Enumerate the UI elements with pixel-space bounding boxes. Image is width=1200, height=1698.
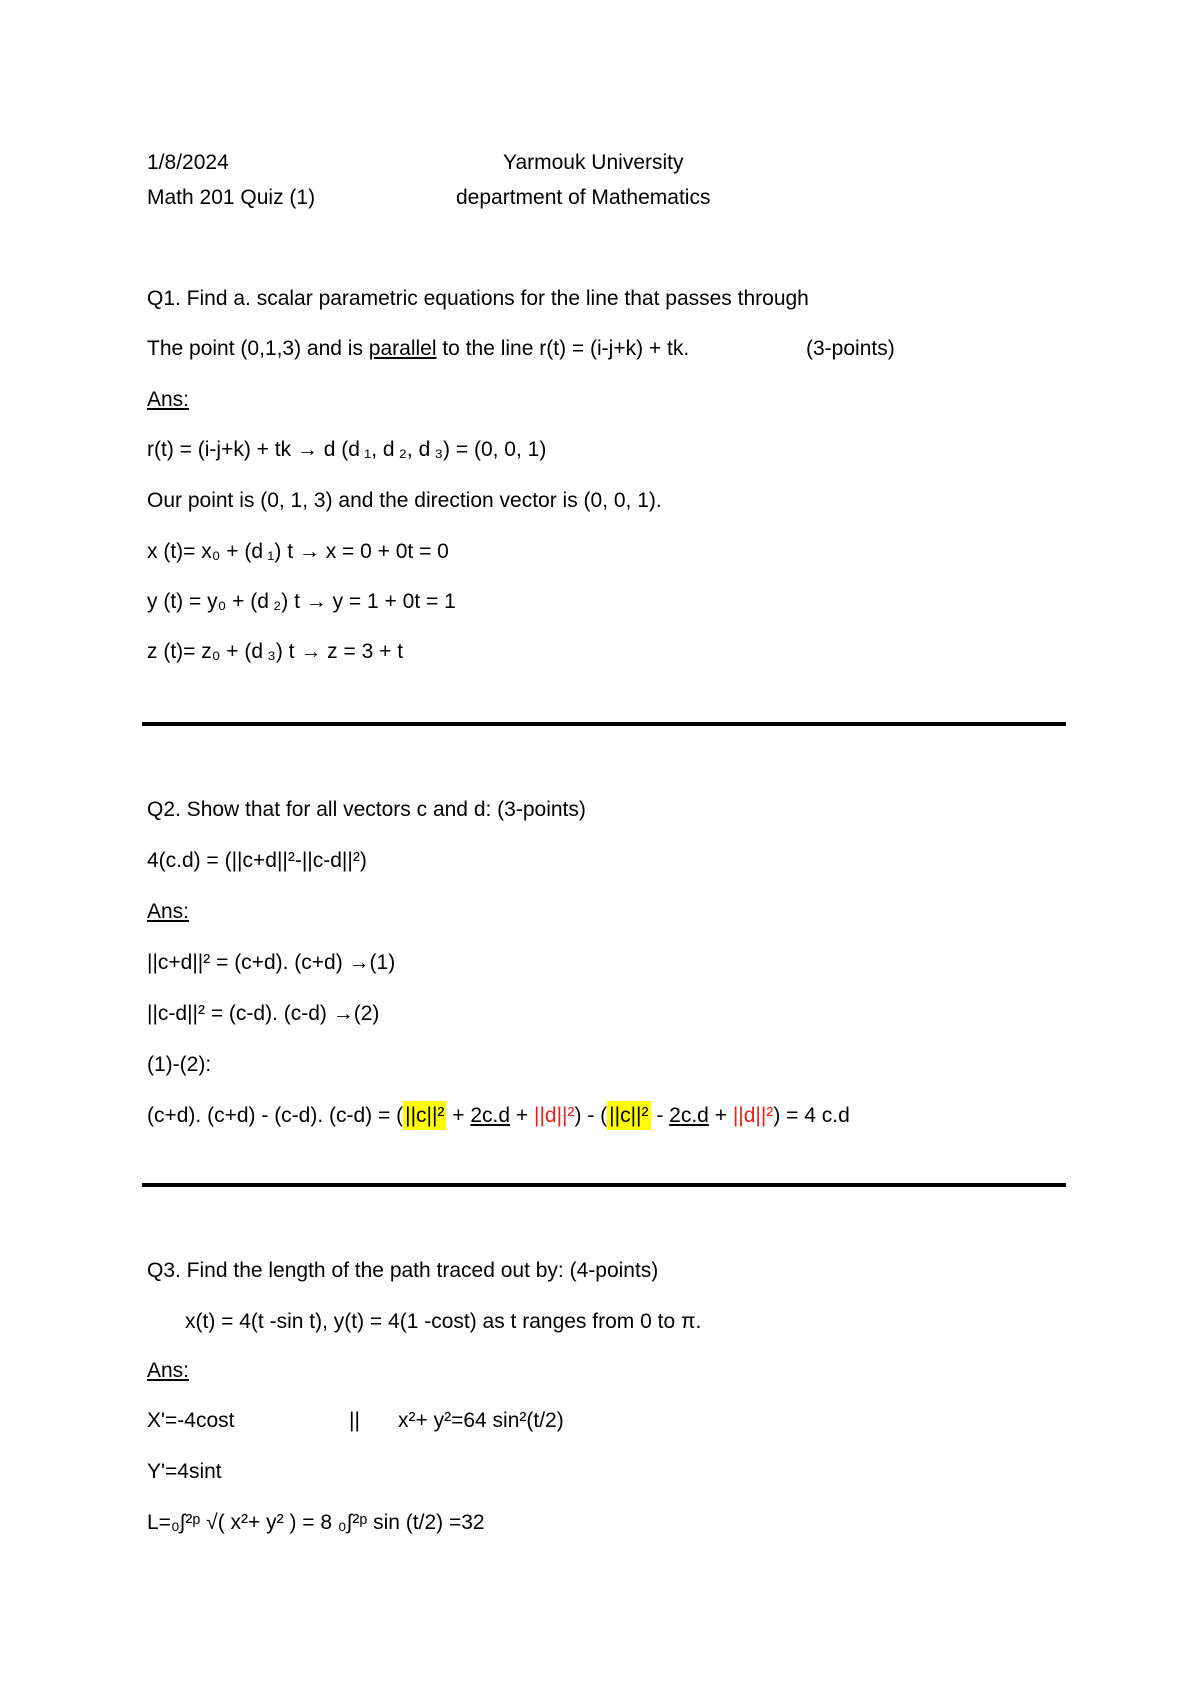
q2-underlined-2cd-1: 2c.d xyxy=(470,1104,511,1127)
q2-final-part2: + xyxy=(446,1104,471,1127)
q1-line2-suffix: to the line r(t) = (i-j+k) + tk. xyxy=(436,337,690,360)
divider-1 xyxy=(142,722,1066,726)
q3-x-derivative: X'=-4cost xyxy=(147,1409,235,1432)
department-name: department of Mathematics xyxy=(456,186,711,209)
q2-final-part1: (c+d). (c+d) - (c-d). (c-d) = ( xyxy=(147,1104,404,1127)
q2-final-part4: ) - ( xyxy=(574,1104,608,1127)
q2-ans-label: Ans: xyxy=(147,900,190,923)
q2-red-d-squared-2: ||d||² xyxy=(732,1104,774,1127)
q2-underlined-2cd-2: 2c.d xyxy=(669,1104,709,1127)
q2-ans-line3: (1)-(2): xyxy=(147,1053,212,1076)
q2-final-part3: + xyxy=(510,1104,535,1127)
q1-y-equation: y (t) = y₀ + (d ₂) t → y = 1 + 0t = 1 xyxy=(147,590,456,613)
q2-final-part6: + xyxy=(708,1104,733,1127)
q1-points: (3-points) xyxy=(806,337,895,360)
q2-ans-line2: ||c-d||² = (c-d). (c-d) →(2) xyxy=(147,1002,380,1025)
q2-final-line xyxy=(147,1103,850,1129)
date: 1/8/2024 xyxy=(147,151,229,174)
q3-arc-length: L=₀∫²ᵖ √( x²+ y² ) = 8 ₀∫²ᵖ sin (t/2) =32 xyxy=(147,1511,485,1534)
q2-final-part7: ) = 4 c.d xyxy=(773,1104,850,1127)
q3-separator: || xyxy=(349,1409,360,1432)
q1-question-line1: Q1. Find a. scalar parametric equations for the line that passes through xyxy=(147,287,809,310)
q2-ans-line1: ||c+d||² = (c+d). (c+d) →(1) xyxy=(147,951,396,974)
q2-highlight-c-squared-1: ||c||² xyxy=(403,1101,446,1130)
q2-red-d-squared-1: ||d||² xyxy=(534,1104,575,1127)
q1-z-equation: z (t)= z₀ + (d ₃) t → z = 3 + t xyxy=(147,640,404,663)
q3-y-derivative: Y'=4sint xyxy=(147,1460,222,1483)
q1-line2-prefix: The point (0,1,3) and is xyxy=(147,337,369,360)
q2-question: Q2. Show that for all vectors c and d: (3-points) xyxy=(147,798,586,821)
q1-question-line2 xyxy=(147,336,689,362)
course-title: Math 201 Quiz (1) xyxy=(147,186,316,209)
university-name: Yarmouk University xyxy=(503,151,684,174)
q3-ans-label: Ans: xyxy=(147,1359,190,1382)
q2-statement: 4(c.d) = (||c+d||²-||c-d||²) xyxy=(147,849,367,872)
q1-parallel-word: parallel xyxy=(368,337,437,360)
q1-x-equation: x (t)= x₀ + (d ₁) t → x = 0 + 0t = 0 xyxy=(147,540,449,563)
q1-ans-line2: Our point is (0, 1, 3) and the direction vector is (0, 0, 1). xyxy=(147,489,662,512)
q2-final-part5: - xyxy=(650,1104,670,1127)
q1-ans-line1: r(t) = (i-j+k) + tk → d (d ₁, d ₂, d ₃) = (0, 0, 1) xyxy=(147,438,547,461)
q3-speed-squared: x²+ y²=64 sin²(t/2) xyxy=(398,1409,564,1432)
q2-highlight-c-squared-2: ||c||² xyxy=(607,1101,650,1130)
q3-equation: x(t) = 4(t -sin t), y(t) = 4(1 -cost) as t ranges from 0 to π. xyxy=(185,1310,702,1333)
divider-2 xyxy=(142,1183,1066,1187)
q3-question: Q3. Find the length of the path traced out by: (4-points) xyxy=(147,1259,659,1282)
q1-ans-label: Ans: xyxy=(147,388,190,411)
